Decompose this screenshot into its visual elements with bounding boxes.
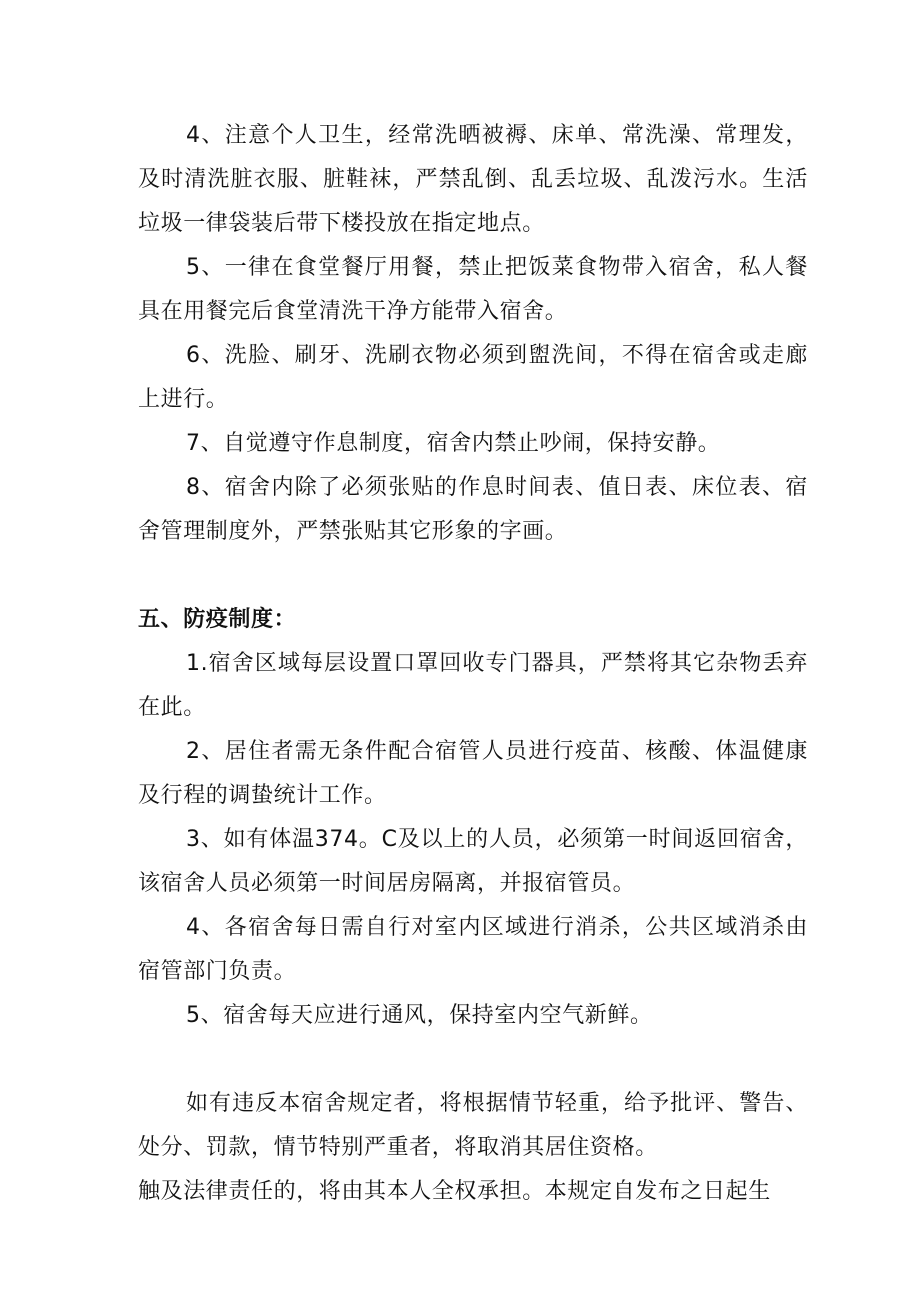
epidemic-section-heading: 五、防疫制度： (138, 607, 297, 632)
epidemic-item-5: 5、宿舍每天应进行通风，保持室内空气新鲜。 (186, 1003, 653, 1028)
penalty-paragraph: 如有违反本宿舍规定者，将根据情节轻重，给予批评、警告、处分、罚款，情节特别严重者，将取消其居住资格。 (138, 1091, 808, 1160)
epidemic-item-1: 1.宿舍区域每层设置口罩回收专门器具，严禁将其它杂物丢弃在此。 (138, 651, 808, 720)
rule-item-7: 7、自觉遵守作息制度，宿舍内禁止吵闹，保持安静。 (186, 431, 721, 456)
liability-paragraph: 触及法律责任的，将由其本人全权承担。本规定自发布之日起生 (138, 1179, 771, 1204)
section-spacer (138, 554, 808, 598)
rule-item-5: 5、一律在食堂餐厅用餐，禁止把饭菜食物带入宿舍，私人餐具在用餐完后食堂清洗干净方能带入宿舍。 (138, 255, 808, 324)
epidemic-item-3: 3、如有体温374。C及以上的人员，必须第一时间返回宿舍，该宿舍人员必须第一时间居房隔离，并报宿管员。 (138, 827, 808, 896)
section-spacer (138, 1038, 808, 1082)
epidemic-item-4: 4、各宿舍每日需自行对室内区域进行消杀，公共区域消杀由宿管部门负责。 (138, 915, 808, 984)
rule-item-6: 6、洗脸、刷牙、洗刷衣物必须到盥洗间，不得在宿舍或走廊上进行。 (138, 343, 808, 412)
document-body (138, 114, 808, 1214)
epidemic-item-2: 2、居住者需无条件配合宿管人员进行疫苗、核酸、体温健康及行程的调蛰统计工作。 (138, 739, 808, 808)
rule-item-4: 4、注意个人卫生，经常洗晒被褥、床单、常洗澡、常理发，及时清洗脏衣服、脏鞋袜，严禁乱倒、乱丢垃圾、乱泼污水。生活垃圾一律袋装后带下楼投放在指定地点。 (138, 123, 808, 236)
rule-item-8: 8、宿舍内除了必须张贴的作息时间表、值日表、床位表、宿舍管理制度外，严禁张贴其它形象的字画。 (138, 475, 808, 544)
